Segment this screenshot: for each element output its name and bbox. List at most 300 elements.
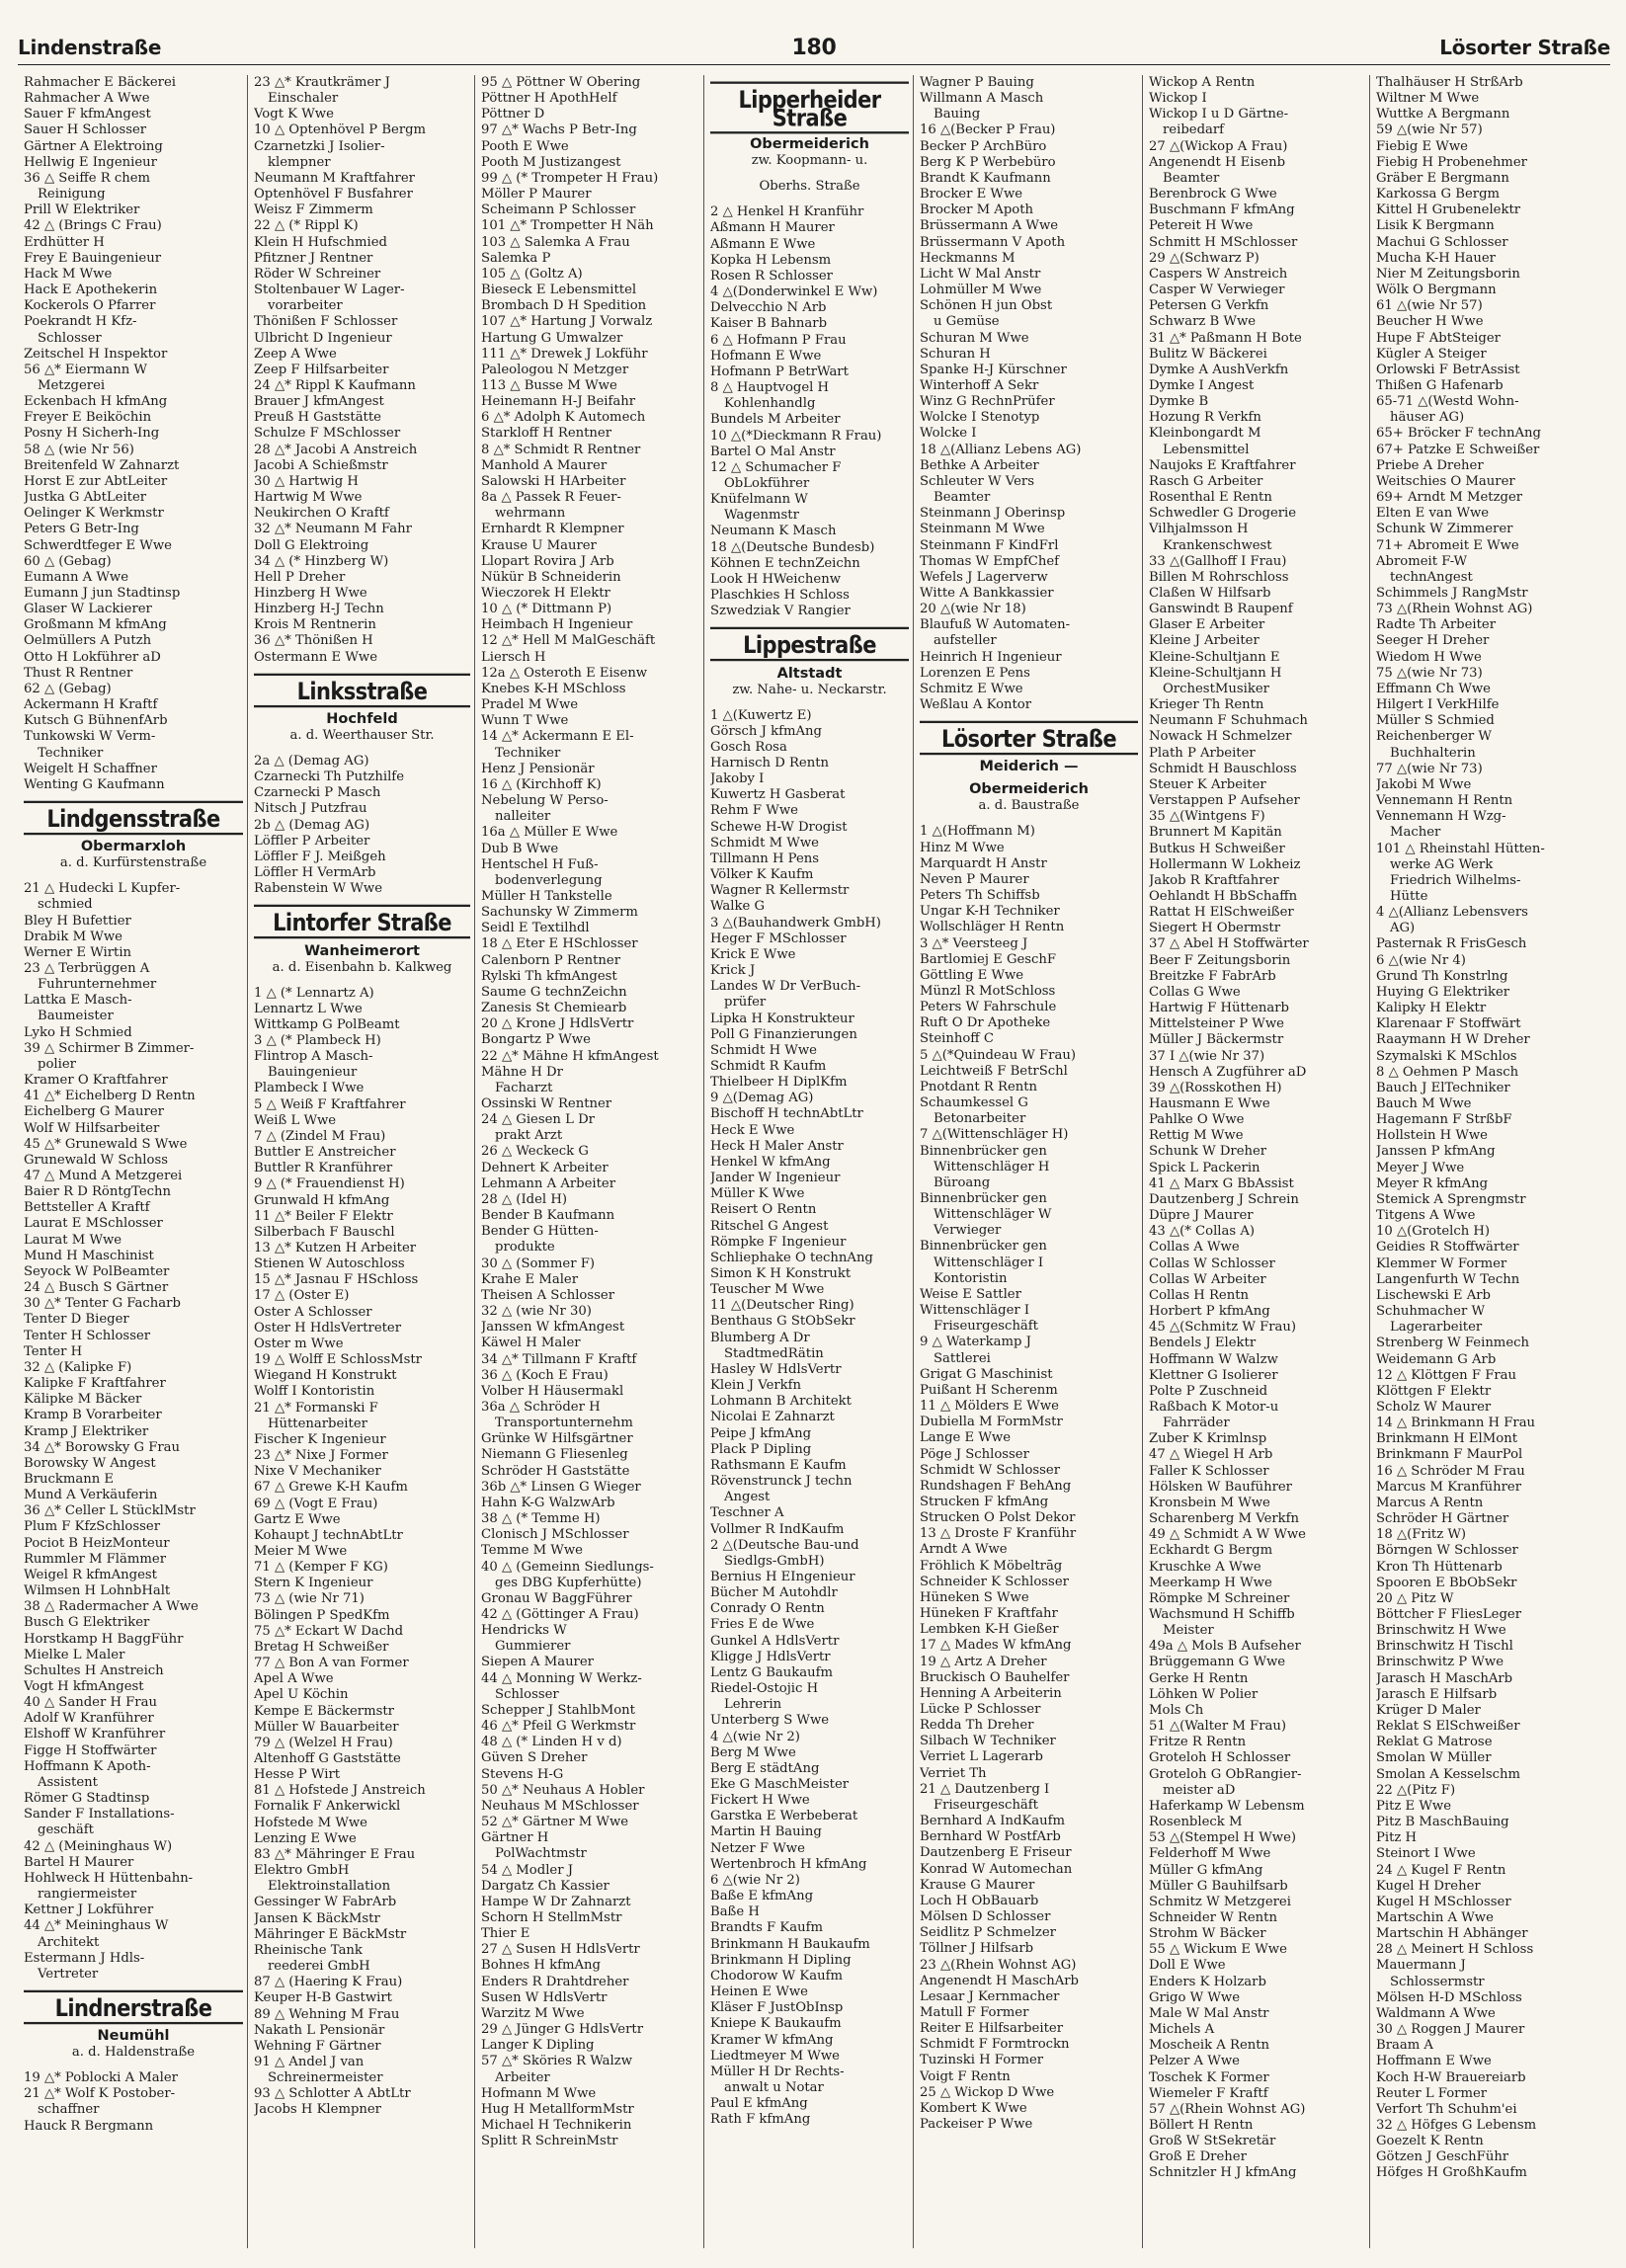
- directory-entry: Beer F Zeitungsborin: [1149, 952, 1291, 968]
- directory-entry: Collas H Rentn: [1149, 1287, 1249, 1303]
- directory-entry: Doll E Wwe: [1149, 1958, 1226, 1974]
- directory-entry: 36 △ (Koch E Frau): [481, 1367, 609, 1383]
- directory-entry: Sachunsky W Zimmerm: [481, 905, 638, 921]
- directory-entry: 49 △ Schmidt A W Wwe: [1149, 1527, 1306, 1543]
- directory-entry: Starkloff H Rentner: [481, 426, 612, 442]
- entry-continuation: Bauingenieur: [268, 1065, 358, 1081]
- directory-entry: Kockerols O Pfarrer: [24, 298, 156, 314]
- directory-entry: Berg K P Werbebüro: [920, 154, 1056, 170]
- directory-entry: 18 △ Eter E HSchlosser: [481, 936, 638, 952]
- directory-entry: Ulbricht D Ingenieur: [254, 330, 392, 346]
- directory-entry: Wieczorek H Elektr: [481, 586, 610, 601]
- directory-entry: Zeitschel H Inspektor: [24, 346, 168, 362]
- directory-entry: Blumberg A Dr: [710, 1330, 810, 1345]
- directory-entry: Heinrich H Ingenieur: [920, 649, 1062, 665]
- directory-entry: Binnenbrücker gen: [920, 1239, 1047, 1255]
- directory-entry: Lohmüller M Wwe: [920, 283, 1042, 298]
- directory-entry: Kalipky H Elektr: [1376, 1001, 1487, 1016]
- directory-entry: Huying G Elektriker: [1376, 984, 1510, 1000]
- directory-entry: Krahe E Maler: [481, 1271, 579, 1287]
- directory-entry: 105 △ (Goltz A): [481, 266, 583, 282]
- page-number: 180: [791, 36, 837, 60]
- directory-entry: Witte A Bankkassier: [920, 586, 1054, 601]
- directory-entry: 2 △ Henkel H Kranführ: [710, 204, 864, 220]
- directory-entry: Gosch Rosa: [710, 739, 787, 755]
- directory-entry: Fröhlich K Möbeltrāg: [920, 1558, 1063, 1574]
- directory-entry: 12a △ Osteroth E Eisenw: [481, 665, 648, 681]
- directory-entry: Smolan W Müller: [1376, 1750, 1492, 1766]
- directory-entry: Krois M Rentnerin: [254, 617, 376, 633]
- directory-entry: Schwerdtfeger E Wwe: [24, 537, 172, 553]
- directory-entry: Röder W Schreiner: [254, 266, 381, 282]
- directory-entry: Elten E van Wwe: [1376, 506, 1490, 522]
- directory-entry: 36 △* Thönißen H: [254, 633, 373, 649]
- directory-entry: Seyock W PolBeamter: [24, 1263, 170, 1279]
- directory-entry: Ossinski W Rentner: [481, 1096, 612, 1111]
- directory-entry: Heck H Maler Anstr: [710, 1138, 844, 1154]
- directory-entry: Erdhütter H: [24, 234, 105, 250]
- directory-entry: Koch H-W Brauereiarb: [1376, 2069, 1526, 2085]
- directory-entry: Mähne H Dr: [481, 1064, 563, 1080]
- directory-entry: Schmitt H MSchlosser: [1149, 234, 1298, 250]
- directory-entry: Stevens H-G: [481, 1766, 564, 1782]
- directory-entry: Schunk W Zimmerer: [1376, 522, 1513, 537]
- directory-column-1: [18, 75, 247, 2248]
- directory-entry: Arndt A Wwe: [920, 1542, 1008, 1558]
- directory-entry: 3 △ (* Plambeck H): [254, 1032, 381, 1048]
- entry-continuation: häuser AG): [1390, 410, 1465, 426]
- directory-entry: 1 △(Kuwertz E): [710, 707, 812, 723]
- directory-entry: 42 △ (Göttinger A Frau): [481, 1607, 639, 1622]
- directory-entry: Matull F Former: [920, 2004, 1029, 2020]
- directory-entry: Wiemeler F Kraftf: [1149, 2085, 1268, 2101]
- directory-entry: Hendricks W: [481, 1623, 567, 1639]
- directory-entry: Schewe H-W Drogist: [710, 819, 848, 835]
- directory-entry: Großmann M kfmAng: [24, 617, 167, 633]
- directory-entry: Schuran M Wwe: [920, 330, 1029, 346]
- entry-continuation: werke AG Werk: [1390, 856, 1494, 872]
- directory-entry: Marcus M Kranführer: [1376, 1479, 1521, 1495]
- directory-entry: 62 △ (Gebag): [24, 681, 112, 696]
- directory-entry: Brinschwitz P Wwe: [1376, 1655, 1504, 1670]
- directory-entry: Czarnecki Th Putzhilfe: [254, 770, 404, 785]
- directory-entry: 4 △(wie Nr 2): [710, 1729, 800, 1744]
- directory-entry: Düpre J Maurer: [1149, 1208, 1254, 1224]
- directory-entry: Dymke I Angest: [1149, 377, 1255, 393]
- directory-entry: Thißen G Hafenarb: [1376, 377, 1504, 393]
- directory-entry: Delvecchio N Arb: [710, 300, 827, 316]
- directory-entry: Ruft O Dr Apotheke: [920, 1015, 1051, 1031]
- directory-entry: Bernius H EIngenieur: [710, 1569, 855, 1584]
- directory-entry: Voigt F Rentn: [920, 2068, 1011, 2084]
- directory-entry: 4 △(Allianz Lebensvers: [1376, 905, 1528, 921]
- directory-entry: Vilhjalmsson H: [1149, 522, 1249, 537]
- directory-entry: Kleine J Arbeiter: [1149, 633, 1260, 649]
- directory-entry: Busch G Elektriker: [24, 1615, 150, 1631]
- directory-entry: Neumann F Schuhmach: [1149, 713, 1308, 729]
- directory-entry: Horst E zur AbtLeiter: [24, 473, 168, 489]
- directory-entry: Henning A Arbeiterin: [920, 1685, 1062, 1701]
- directory-entry: Fries E de Wwe: [710, 1617, 815, 1633]
- directory-entry: Brinschwitz H Wwe: [1376, 1623, 1506, 1639]
- directory-entry: 40 △ Sander H Frau: [24, 1695, 157, 1711]
- directory-entry: Kopka H Lebensm: [710, 252, 832, 268]
- directory-entry: Jakob R Kraftfahrer: [1149, 872, 1279, 888]
- street-heading: Lippestraße: [710, 627, 909, 662]
- directory-entry: 71 △ (Kemper F KG): [254, 1560, 388, 1576]
- directory-entry: Oster H HdlsVertreter: [254, 1320, 402, 1336]
- directory-entry: Simon K H Konstrukt: [710, 1266, 852, 1281]
- header-right-street: Lösorter Straße: [1439, 36, 1610, 59]
- directory-entry: Becker P ArchBüro: [920, 138, 1047, 154]
- directory-entry: 30 △ Hartwig H: [254, 473, 359, 489]
- directory-entry: Szymalski K MSchlos: [1376, 1048, 1517, 1064]
- directory-entry: Puißant H Scherenm: [920, 1382, 1058, 1398]
- directory-entry: Gessinger W FabrArb: [254, 1895, 397, 1910]
- directory-entry: Zeep F Hilfsarbeiter: [254, 362, 389, 377]
- directory-entry: Heck E Wwe: [710, 1122, 795, 1138]
- directory-entry: Brinkmann H ElMont: [1376, 1431, 1518, 1447]
- entry-continuation: vorarbeiter: [268, 298, 343, 314]
- directory-entry: Bartel H Maurer: [24, 1854, 134, 1870]
- directory-entry: Grünke W Hilfsgärtner: [481, 1431, 633, 1447]
- directory-entry: Römpke F Ingenieur: [710, 1234, 847, 1250]
- directory-entry: 49a △ Mols B Aufseher: [1149, 1639, 1301, 1655]
- directory-entry: Brinkmann F MaurPol: [1376, 1447, 1523, 1463]
- directory-entry: Elshoff W Kranführer: [24, 1727, 166, 1742]
- directory-entry: Brinkmann H Dipling: [710, 1952, 852, 1968]
- directory-entry: Pooth M Justizangest: [481, 154, 621, 170]
- directory-entry: Thust R Rentner: [24, 665, 133, 681]
- directory-entry: Garstka E Werbeberat: [710, 1809, 858, 1824]
- entry-continuation: Techniker: [495, 745, 561, 761]
- directory-entry: Meier M Wwe: [254, 1543, 348, 1559]
- directory-entry: Lattka E Masch-: [24, 993, 132, 1009]
- directory-entry: Reisert O Rentn: [710, 1202, 817, 1218]
- directory-entry: Collas W Schlosser: [1149, 1256, 1275, 1271]
- directory-entry: Schmidt F Formtrockn: [920, 2037, 1070, 2053]
- directory-entry: Harnisch D Rentn: [710, 756, 830, 770]
- directory-entry: Schwarz B Wwe: [1149, 314, 1257, 330]
- directory-entry: Plaschkies H Schloss: [710, 588, 850, 604]
- directory-entry: 41 △* Eichelberg D Rentn: [24, 1089, 196, 1104]
- directory-entry: Apel A Wwe: [254, 1671, 334, 1687]
- directory-entry: Schimmels J RangMstr: [1376, 586, 1528, 601]
- entry-continuation: nalleiter: [495, 809, 551, 825]
- directory-entry: Bruckmann E: [24, 1471, 115, 1487]
- directory-entry: 18 △(Deutsche Bundesb): [710, 539, 875, 555]
- directory-entry: 44 △ Monning W Werkz-: [481, 1670, 642, 1686]
- directory-entry: 29 △ Jünger G HdlsVertr: [481, 2022, 643, 2038]
- entry-continuation: PolWachtmstr: [495, 1846, 587, 1862]
- directory-entry: Kälipke M Bäcker: [24, 1392, 142, 1408]
- district-name: Hochfeld: [326, 710, 398, 727]
- directory-entry: Lenzing E Wwe: [254, 1830, 357, 1846]
- directory-entry: 28 △ Meinert H Schloss: [1376, 1942, 1534, 1958]
- directory-entry: Krause U Maurer: [481, 537, 597, 553]
- directory-entry: Nier M Zeitungsborin: [1376, 266, 1520, 282]
- directory-entry: 99 △ (* Trompeter H Frau): [481, 170, 659, 186]
- directory-entry: Martin H Bauing: [710, 1824, 822, 1840]
- directory-entry: Spick L Packerin: [1149, 1160, 1260, 1175]
- street-heading: Lintorfer Straße: [254, 905, 470, 939]
- directory-entry: 42 △ (Meininghaus W): [24, 1838, 173, 1854]
- directory-entry: 33 △(Gallhoff I Frau): [1149, 553, 1287, 569]
- directory-entry: Ackermann H Kraftf: [24, 697, 158, 713]
- directory-entry: 19 △* Poblocki A Maler: [24, 2070, 178, 2086]
- directory-entry: Neumann K Masch: [710, 524, 837, 539]
- directory-entry: Kronsbein M Wwe: [1149, 1495, 1270, 1510]
- directory-entry: Eumann J jun Stadtinsp: [24, 586, 181, 601]
- directory-entry: Clonisch J MSchlosser: [481, 1527, 629, 1543]
- directory-entry: Dautzenberg J Schrein: [1149, 1191, 1299, 1207]
- street-heading: Lösorter Straße: [920, 721, 1138, 756]
- directory-entry: Hinzberg H Wwe: [254, 586, 367, 601]
- directory-entry: Aßmann E Wwe: [710, 236, 816, 252]
- directory-entry: Lentz G Baukaufm: [710, 1664, 833, 1680]
- directory-entry: Raaymann H W Dreher: [1376, 1032, 1530, 1048]
- directory-entry: Spooren E BbObSekr: [1376, 1575, 1517, 1590]
- directory-entry: 22 △* Mähne H kfmAngest: [481, 1048, 659, 1064]
- directory-entry: Brüssermann A Wwe: [920, 218, 1059, 234]
- directory-entry: Brandts F Kaufm: [710, 1920, 823, 1936]
- entry-continuation: Fahrräder: [1163, 1416, 1230, 1431]
- directory-entry: Römpke M Schreiner: [1149, 1590, 1290, 1606]
- directory-entry: 107 △* Hartung J Vorwalz: [481, 314, 653, 330]
- directory-entry: Wunn T Wwe: [481, 713, 569, 729]
- directory-entry: Toschek K Former: [1149, 2069, 1269, 2085]
- directory-entry: Schneider K Schlosser: [920, 1574, 1069, 1589]
- directory-entry: 111 △* Drewek J Lokführ: [481, 346, 648, 362]
- directory-entry: 16a △ Müller E Wwe: [481, 825, 618, 841]
- street-heading: Linksstraße: [254, 674, 470, 708]
- directory-entry: 2 △(Deutsche Bau-und: [710, 1537, 859, 1553]
- entry-continuation: Wittenschläger W: [934, 1207, 1052, 1223]
- directory-entry: Groteloh G ObRangier-: [1149, 1766, 1302, 1782]
- directory-entry: Stern K Ingenieur: [254, 1576, 373, 1591]
- directory-entry: Machui G Schlosser: [1376, 234, 1508, 250]
- directory-entry: Fickert H Wwe: [710, 1793, 810, 1809]
- directory-entry: Jarasch E Hilfsarb: [1376, 1686, 1498, 1702]
- directory-entry: 5 △ Weiß F Kraftfahrer: [254, 1096, 406, 1112]
- entry-continuation: Friseurgeschäft: [934, 1797, 1038, 1813]
- district-name: Obermeiderich: [750, 136, 869, 153]
- directory-entry: Manhold A Maurer: [481, 457, 608, 473]
- directory-entry: 24 △* Rippl K Kaufmann: [254, 377, 416, 393]
- directory-entry: Schuhmacher W: [1376, 1304, 1486, 1320]
- directory-entry: Krick E Wwe: [710, 946, 796, 962]
- directory-entry: Lohmann B Architekt: [710, 1394, 852, 1410]
- directory-entry: Paul E kfmAng: [710, 2096, 808, 2112]
- directory-entry: Pfitzner J Rentner: [254, 250, 373, 266]
- directory-entry: Henkel W kfmAng: [710, 1154, 831, 1170]
- entry-continuation: polier: [38, 1056, 76, 1072]
- directory-entry: Schnitzler H J kfmAng: [1149, 2165, 1297, 2181]
- street-heading: Lindgensstraße: [24, 801, 243, 836]
- directory-entry: 47 △ Mund A Metzgerei: [24, 1169, 183, 1183]
- directory-column-6: [1142, 75, 1369, 2248]
- directory-entry: Grund Th Konstrlng: [1376, 968, 1508, 984]
- directory-entry: Hoffmann K Apoth-: [24, 1758, 151, 1774]
- directory-entry: Naujoks E Kraftfahrer: [1149, 457, 1296, 473]
- directory-entry: 6 △ Hofmann P Frau: [710, 332, 847, 348]
- directory-entry: Kron Th Hüttenarb: [1376, 1559, 1503, 1575]
- directory-entry: Janssen W kfmAngest: [481, 1320, 625, 1336]
- directory-entry: Brocker E Wwe: [920, 187, 1023, 202]
- directory-entry: Adolf W Kranführer: [24, 1711, 154, 1727]
- directory-entry: Bretag H Schweißer: [254, 1639, 389, 1655]
- directory-entry: Müller K Wwe: [710, 1186, 805, 1202]
- directory-entry: 3 △* Veersteeg J: [920, 935, 1028, 951]
- directory-entry: Pöge J Schlosser: [920, 1446, 1029, 1462]
- directory-entry: Steinmann J Oberinsp: [920, 506, 1066, 522]
- directory-entry: Laurat M Wwe: [24, 1232, 122, 1248]
- directory-entry: Hauck R Bergmann: [24, 2118, 154, 2134]
- directory-entry: Martschin H Abhänger: [1376, 1926, 1528, 1942]
- entry-continuation: Macher: [1390, 825, 1441, 841]
- directory-entry: Meerkamp H Wwe: [1149, 1575, 1272, 1590]
- street-heading: Lipperheider Straße: [710, 82, 909, 134]
- directory-entry: Butkus H Schweißer: [1149, 841, 1285, 856]
- directory-entry: Müller S Schmied: [1376, 713, 1495, 729]
- directory-entry: Neukirchen O Kraftf: [254, 506, 389, 522]
- directory-entry: Thier E: [481, 1926, 530, 1942]
- directory-entry: Scheimann P Schlosser: [481, 202, 636, 218]
- directory-entry: Gronau W BaggFührer: [481, 1590, 632, 1606]
- directory-entry: 36 △ Seiffe R chem: [24, 170, 151, 186]
- directory-entry: Peters W Fahrschule: [920, 1000, 1057, 1015]
- directory-entry: Pasternak R FrisGesch: [1376, 936, 1527, 952]
- directory-entry: Spanke H-J Kürschner: [920, 362, 1067, 377]
- directory-entry: Glaser E Arbeiter: [1149, 617, 1265, 633]
- directory-entry: Nükür B Schneiderin: [481, 569, 621, 585]
- entry-continuation: schaffner: [38, 2102, 100, 2118]
- directory-entry: Kleinbongardt M: [1149, 426, 1261, 442]
- directory-entry: Käwel H Maler: [481, 1336, 581, 1351]
- directory-entry: Steinmann M Wwe: [920, 522, 1045, 537]
- directory-entry: Ganswindt B Raupenf: [1149, 602, 1293, 617]
- directory-entry: Hinz M Wwe: [920, 840, 1005, 855]
- directory-entry: 20 △ Krone J HdlsVertr: [481, 1016, 634, 1032]
- directory-entry: Neven P Maurer: [920, 871, 1029, 887]
- directory-entry: Gartz E Wwe: [254, 1511, 341, 1527]
- directory-entry: Weiß L Wwe: [254, 1112, 337, 1128]
- entry-continuation: Buchhalterin: [1390, 745, 1476, 761]
- directory-entry: Temme M Wwe: [481, 1543, 583, 1559]
- directory-entry: 95 △ Pöttner W Obering: [481, 75, 641, 90]
- entry-continuation: aufsteller: [934, 633, 997, 649]
- directory-entry: 10 △(Grotelch H): [1376, 1224, 1491, 1240]
- directory-entry: Pociot B HeizMonteur: [24, 1535, 170, 1551]
- entry-continuation: Sattlerei: [934, 1350, 991, 1366]
- directory-entry: 9 △(Demag AG): [710, 1091, 814, 1106]
- directory-entry: Vollmer R IndKaufm: [710, 1521, 845, 1537]
- directory-entry: 59 △(wie Nr 57): [1376, 122, 1483, 138]
- directory-entry: Polte P Zuschneid: [1149, 1383, 1268, 1399]
- directory-entry: Dymke A AushVerkfn: [1149, 362, 1289, 377]
- directory-entry: 30 △* Tenter G Facharb: [24, 1296, 181, 1312]
- directory-entry: Schmidt H Bauschloss: [1149, 761, 1297, 776]
- directory-entry: Hollermann W Lokheiz: [1149, 856, 1301, 872]
- directory-entry: Czarnecki P Masch: [254, 785, 381, 801]
- directory-entry: Siegert H Obermstr: [1149, 921, 1281, 936]
- entry-continuation: Hütte: [1390, 888, 1428, 904]
- directory-entry: Wertenbroch H kfmAng: [710, 1856, 867, 1872]
- directory-entry: Müller G Bauhilfsarb: [1149, 1878, 1288, 1894]
- directory-entry: Eckenbach H kfmAng: [24, 394, 168, 410]
- directory-entry: Zanesis St Chemiearb: [481, 1001, 627, 1016]
- directory-entry: Krüger D Maler: [1376, 1702, 1481, 1718]
- directory-entry: Pelzer A Wwe: [1149, 2054, 1240, 2069]
- directory-entry: Kläser F JustObInsp: [710, 2000, 844, 2016]
- directory-entry: Marcus A Rentn: [1376, 1495, 1484, 1510]
- directory-entry: Weise E Sattler: [920, 1286, 1021, 1302]
- directory-entry: 37 △ Abel H Stoffwärter: [1149, 936, 1309, 952]
- directory-entry: Dub B Wwe: [481, 841, 559, 856]
- directory-entry: Gärtner A Elektroing: [24, 138, 163, 154]
- directory-entry: Möller P Maurer: [481, 187, 592, 202]
- directory-entry: Seeger H Dreher: [1376, 633, 1490, 649]
- directory-entry: Eckhardt G Bergm: [1149, 1543, 1273, 1559]
- directory-entry: 101 △ Rheinstahl Hütten-: [1376, 841, 1545, 856]
- directory-entry: Laurat E MSchlosser: [24, 1216, 163, 1232]
- directory-entry: 15 △* Jasnau F HSchloss: [254, 1272, 419, 1288]
- directory-entry: 61 △(wie Nr 57): [1376, 298, 1483, 314]
- directory-entry: Baße H: [710, 1904, 760, 1920]
- directory-entry: 91 △ Andel J van: [254, 2054, 365, 2069]
- directory-entry: Stemick A Sprengmstr: [1376, 1191, 1526, 1207]
- directory-entry: Michels A: [1149, 2022, 1215, 2038]
- directory-entry: Hack E Apothekerin: [24, 283, 158, 298]
- directory-entry: Göttling E Wwe: [920, 967, 1024, 983]
- directory-entry: Lembken K-H Gießer: [920, 1622, 1059, 1638]
- directory-entry: Lange E Wwe: [920, 1430, 1012, 1446]
- directory-entry: 18 △(Fritz W): [1376, 1527, 1467, 1543]
- directory-entry: Wilmsen H LohnbHalt: [24, 1583, 171, 1599]
- entry-continuation: Lebensmittel: [1163, 442, 1250, 457]
- entry-continuation: Elektroinstallation: [268, 1879, 391, 1895]
- directory-entry: 1 △ (* Lennartz A): [254, 985, 374, 1001]
- directory-entry: Bernhard A IndKaufm: [920, 1814, 1066, 1829]
- directory-entry: Buschmann F kfmAng: [1149, 202, 1295, 218]
- directory-entry: Böttcher F FliesLeger: [1376, 1607, 1522, 1622]
- directory-entry: Rahmacher E Bäckerei: [24, 75, 177, 90]
- directory-entry: Raßbach K Motor-u: [1149, 1399, 1279, 1415]
- directory-entry: Kramp J Elektriker: [24, 1423, 149, 1439]
- directory-entry: Krieger Th Rentn: [1149, 697, 1264, 713]
- directory-entry: 38 △ (* Temme H): [481, 1511, 601, 1527]
- directory-entry: Optenhövel F Busfahrer: [254, 187, 413, 202]
- entry-continuation: geschäft: [38, 1822, 94, 1838]
- directory-entry: Bischoff H technAbtLtr: [710, 1106, 863, 1122]
- directory-entry: Orlowski F BetrAssist: [1376, 362, 1520, 377]
- entry-continuation: ges DBG Kupferhütte): [495, 1575, 642, 1590]
- entry-continuation: Schlosser: [495, 1686, 559, 1702]
- directory-entry: Haferkamp W Lebensm: [1149, 1798, 1305, 1814]
- directory-entry: 21 △ Hudecki L Kupfer-: [24, 881, 181, 897]
- directory-entry: Schneider W Rentn: [1149, 1909, 1277, 1925]
- directory-entry: Jakoby I: [710, 771, 765, 787]
- directory-entry: Pahlke O Wwe: [1149, 1112, 1245, 1128]
- directory-entry: Kleine-Schultjann H: [1149, 665, 1282, 681]
- directory-entry: Petereit H Wwe: [1149, 218, 1254, 234]
- directory-entry: Flintrop A Masch-: [254, 1049, 373, 1065]
- directory-entry: Poekrandt H Kfz-: [24, 314, 137, 330]
- directory-entry: Wuttke A Bergmann: [1376, 107, 1510, 122]
- directory-entry: Bohnes H kfmAng: [481, 1958, 601, 1974]
- directory-entry: Bethke A Arbeiter: [920, 457, 1039, 473]
- directory-entry: Hoffmann W Walzw: [1149, 1351, 1278, 1367]
